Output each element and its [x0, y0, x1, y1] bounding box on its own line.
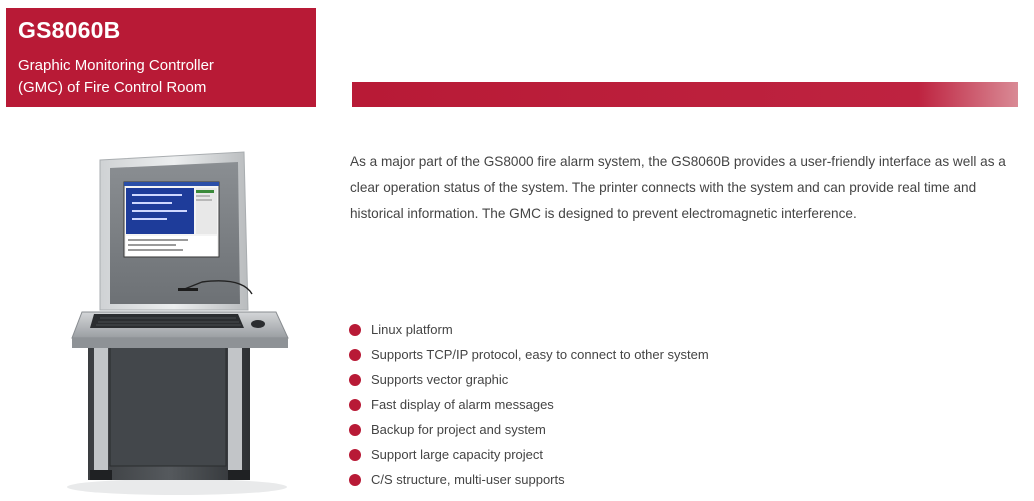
feature-list	[349, 317, 709, 492]
console-terminal-image	[52, 132, 307, 497]
feature-text: Supports vector graphic	[371, 372, 509, 387]
product-subtitle-line-2: (GMC) of Fire Control Room	[18, 79, 207, 96]
bullet-dot-icon	[349, 349, 361, 361]
product-subtitle	[18, 55, 304, 99]
feature-item	[349, 442, 709, 467]
feature-item	[349, 342, 709, 367]
bullet-dot-icon	[349, 449, 361, 461]
product-title-box	[6, 8, 316, 107]
product-model: GS8060B	[18, 17, 121, 43]
feature-text: Backup for project and system	[371, 422, 546, 437]
feature-item	[349, 417, 709, 442]
bullet-dot-icon	[349, 424, 361, 436]
feature-item	[349, 317, 709, 342]
feature-item	[349, 392, 709, 417]
feature-text: C/S structure, multi-user supports	[371, 472, 565, 487]
bullet-dot-icon	[349, 324, 361, 336]
bullet-dot-icon	[349, 474, 361, 486]
feature-text: Linux platform	[371, 322, 453, 337]
feature-item	[349, 367, 709, 392]
header-accent-bar	[352, 82, 1018, 107]
product-description: As a major part of the GS8000 fire alarm system, the GS8060B provides a user-friendly interface as well as a clear operation status of the system. The printer connects with the system and can provide real time and historical information. The GMC is designed to prevent electromagnetic interference.	[350, 154, 1006, 221]
product-subtitle-line-1: Graphic Monitoring Controller	[18, 57, 214, 74]
feature-item	[349, 467, 709, 492]
bullet-dot-icon	[349, 399, 361, 411]
feature-text: Supports TCP/IP protocol, easy to connect to other system	[371, 347, 709, 362]
feature-text: Support large capacity project	[371, 447, 543, 462]
bullet-dot-icon	[349, 374, 361, 386]
feature-text: Fast display of alarm messages	[371, 397, 554, 412]
